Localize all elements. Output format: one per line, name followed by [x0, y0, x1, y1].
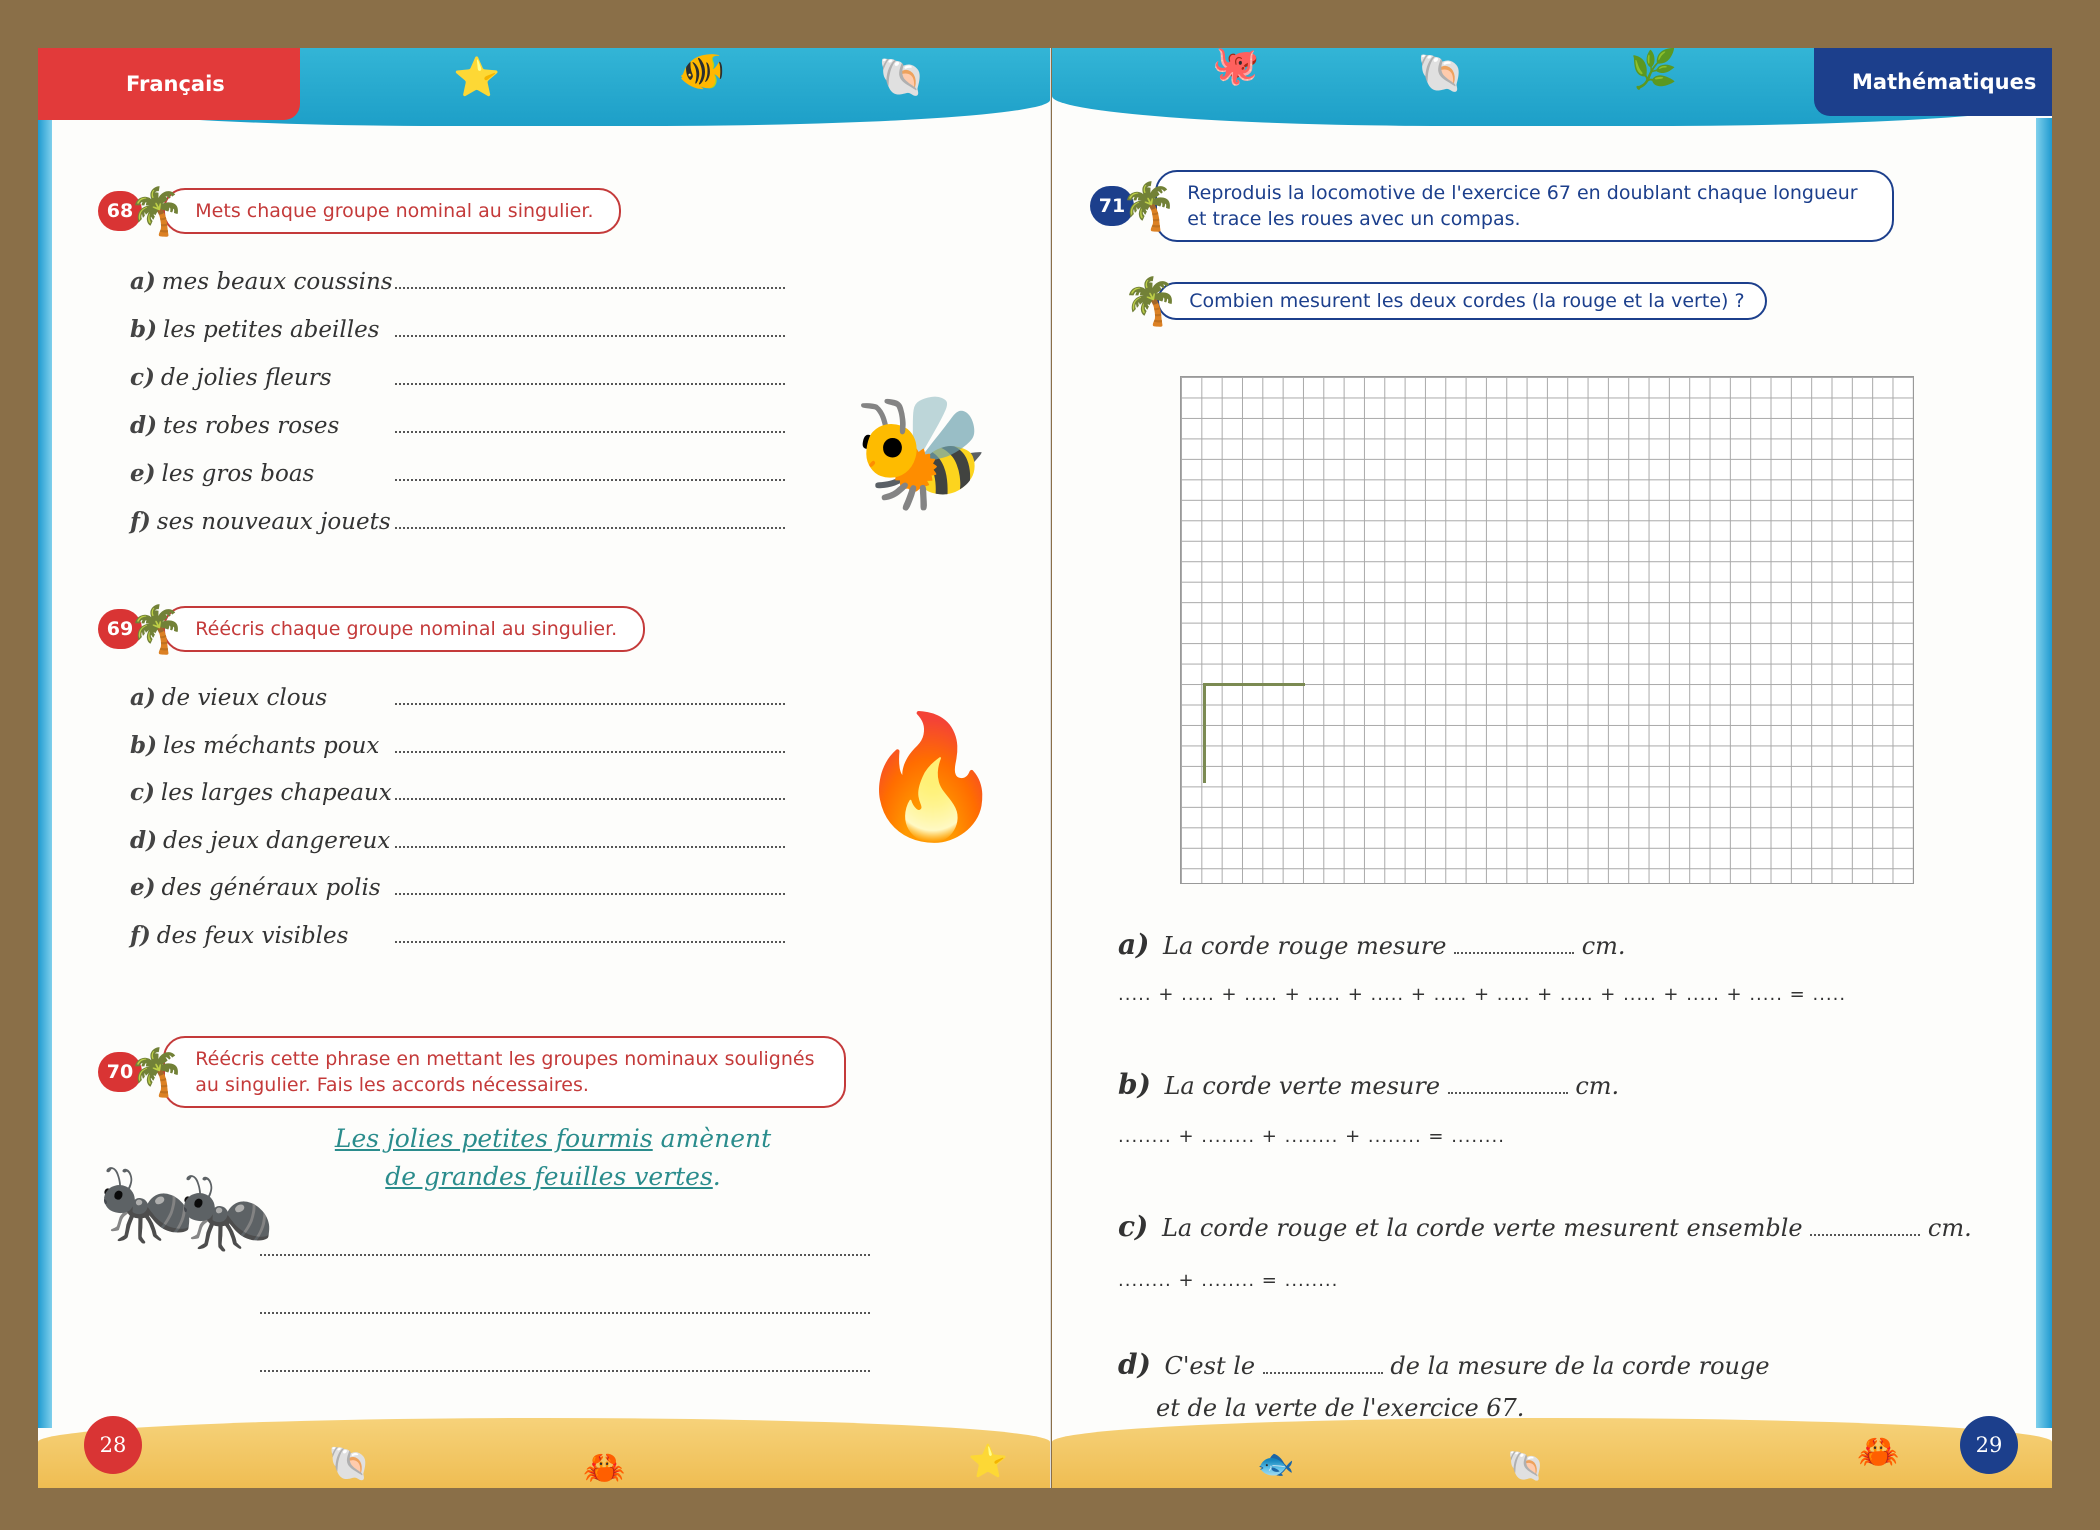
- calc-line-b[interactable]: ........ + ........ + ........ + ........ = ........: [1118, 1126, 1505, 1147]
- subject-tab-mathematiques: Mathématiques: [1814, 48, 2052, 116]
- sand-banner: [38, 1418, 1050, 1488]
- list-item: [130, 316, 785, 343]
- exercise-instruction: [163, 1036, 846, 1108]
- list-item: [130, 779, 785, 806]
- question-text: La corde rouge mesure: [1163, 932, 1447, 960]
- answer-blank[interactable]: [1263, 1372, 1383, 1374]
- question-d-continued: et de la verte de l'exercice 67.: [1156, 1394, 1525, 1422]
- item-text: [130, 268, 395, 295]
- exercise-number: 70: [98, 1052, 142, 1092]
- question-letter: a): [1118, 928, 1150, 961]
- answer-line[interactable]: [395, 685, 785, 705]
- ant-icon: 🐜: [178, 1167, 276, 1255]
- item-letter: d): [130, 826, 157, 854]
- seaweed-icon: 🌿: [1630, 49, 1678, 91]
- shell-icon: 🐚: [1417, 53, 1465, 95]
- palm-tree-icon: 🌴: [1122, 275, 1180, 327]
- list-item: [130, 412, 785, 439]
- item-phrase: tes robes roses: [162, 413, 340, 439]
- fish-icon: 🐟: [1257, 1448, 1295, 1481]
- item-letter: d): [130, 412, 157, 439]
- list-item: [130, 827, 785, 854]
- page-number: 29: [1960, 1416, 2018, 1474]
- subject-tab-francais: Français: [38, 48, 300, 120]
- list-item: [130, 364, 785, 391]
- item-phrase: des généraux polis: [161, 875, 381, 901]
- list-item: [130, 922, 785, 949]
- exercise-number: 69: [98, 609, 142, 649]
- calc-line-a[interactable]: ..... + ..... + ..... + ..... + ..... + ..... + ..... + ..... + ..... + ..... + ..... = .....: [1118, 984, 1847, 1005]
- item-letter: e): [130, 460, 156, 487]
- item-letter: f): [130, 921, 151, 949]
- sentence-verb: amènent: [652, 1124, 772, 1153]
- instruction-line-1: Réécris cette phrase en mettant les groupes nominaux soulignés: [195, 1048, 815, 1070]
- unit: cm.: [1581, 932, 1626, 960]
- item-text: [130, 827, 395, 854]
- item-phrase: de jolies fleurs: [160, 365, 332, 391]
- item-letter: b): [130, 316, 157, 343]
- answer-line[interactable]: [395, 365, 785, 385]
- crab-icon: 🦀: [583, 1449, 626, 1487]
- item-text: [130, 732, 395, 759]
- instruction-line-1: Reproduis la locomotive de l'exercice 67 en doublant chaque longueur: [1187, 182, 1858, 204]
- crab-icon: 🦀: [1857, 1433, 1900, 1471]
- question-letter: d): [1118, 1348, 1151, 1381]
- answer-line[interactable]: [395, 413, 785, 433]
- sentence-to-rewrite: [293, 1120, 813, 1196]
- shell-icon: 🐚: [328, 1445, 371, 1483]
- exercise-70-header: [98, 1036, 846, 1108]
- item-text: [130, 364, 395, 391]
- underlined-group-1: Les jolies petites fourmis: [334, 1124, 653, 1153]
- question-text: de la mesure de la corde rouge: [1390, 1352, 1770, 1380]
- item-phrase: ses nouveaux jouets: [156, 509, 391, 535]
- question-c: [1118, 1210, 1972, 1243]
- exercise-69-header: [98, 603, 645, 655]
- item-letter: e): [130, 874, 156, 901]
- list-item: [130, 874, 785, 901]
- answer-line[interactable]: [395, 875, 785, 895]
- ant-icon: 🐜: [98, 1159, 196, 1247]
- list-item: [130, 684, 785, 711]
- list-item: [130, 508, 785, 535]
- item-text: [130, 316, 395, 343]
- palm-tree-icon: 🌴: [128, 603, 186, 655]
- fish-icon: 🐠: [678, 51, 726, 93]
- palm-tree-icon: 🌴: [128, 1046, 186, 1098]
- question-d: [1118, 1348, 1770, 1381]
- drawn-line-vertical: [1203, 683, 1206, 783]
- bee-icon: 🐝: [853, 391, 990, 514]
- item-phrase: des feux visibles: [156, 922, 349, 949]
- instruction-line-2: et trace les roues avec un compas.: [1187, 208, 1521, 230]
- palm-tree-icon: 🌴: [128, 185, 186, 237]
- answer-line[interactable]: [395, 923, 785, 943]
- page-edge-stripe: [2036, 118, 2052, 1428]
- answer-line[interactable]: [260, 1368, 870, 1372]
- sand-banner: [1052, 1418, 2052, 1488]
- item-text: [130, 922, 395, 949]
- answer-line[interactable]: [260, 1252, 870, 1256]
- octopus-icon: 🐙: [1212, 48, 1260, 87]
- calc-line-c[interactable]: ........ + ........ = ........: [1118, 1270, 1339, 1291]
- item-text: [130, 684, 395, 711]
- item-phrase: les larges chapeaux: [160, 780, 392, 806]
- exercise-number: 71: [1090, 186, 1134, 226]
- unit: cm.: [1927, 1214, 1972, 1242]
- list-item: [130, 732, 785, 759]
- item-phrase: les gros boas: [161, 461, 315, 487]
- item-phrase: de vieux clous: [161, 685, 328, 711]
- answer-line[interactable]: [395, 509, 785, 529]
- item-text: [130, 779, 395, 806]
- exercise-71-header: [1090, 170, 1894, 242]
- item-text: [130, 460, 395, 487]
- starfish-icon: ⭐: [453, 57, 501, 99]
- answer-blank[interactable]: [1810, 1234, 1920, 1236]
- item-phrase: des jeux dangereux: [162, 827, 391, 854]
- item-letter: b): [130, 731, 157, 759]
- exercise-instruction: Mets chaque groupe nominal au singulier.: [163, 188, 621, 234]
- item-letter: a): [130, 268, 156, 295]
- unit: cm.: [1575, 1072, 1620, 1100]
- answer-blank[interactable]: [1454, 952, 1574, 954]
- list-item: [130, 268, 785, 295]
- answer-line[interactable]: [395, 828, 785, 848]
- question-text: La corde verte mesure: [1164, 1072, 1441, 1100]
- square-grid[interactable]: [1180, 376, 1914, 884]
- exercise-68-header: [98, 185, 621, 237]
- exercise-instruction: Réécris chaque groupe nominal au singulier.: [163, 606, 645, 652]
- right-page: [1052, 48, 2052, 1488]
- item-text: [130, 412, 395, 439]
- question-instruction: Combien mesurent les deux cordes (la rouge et la verte) ?: [1157, 282, 1766, 320]
- answer-line[interactable]: [395, 269, 785, 289]
- underlined-group-2: de grandes feuilles vertes: [385, 1162, 713, 1191]
- list-item: [130, 460, 785, 487]
- item-phrase: les méchants poux: [162, 732, 380, 759]
- palm-tree-icon: 🌴: [1120, 180, 1178, 232]
- answer-line[interactable]: [395, 780, 785, 800]
- instruction-line-2: au singulier. Fais les accords nécessaires.: [195, 1074, 589, 1096]
- starfish-icon: ⭐: [968, 1443, 1008, 1479]
- fire-icon: 🔥: [856, 710, 1006, 844]
- shell-icon: 🐚: [1507, 1450, 1545, 1483]
- answer-line[interactable]: [395, 461, 785, 481]
- question-text: C'est le: [1164, 1352, 1256, 1380]
- exercise-number: 68: [98, 191, 142, 231]
- item-letter: a): [130, 684, 156, 711]
- question-header: [1122, 275, 1767, 327]
- question-letter: c): [1118, 1210, 1149, 1243]
- page-edge-stripe: [38, 118, 52, 1428]
- item-letter: c): [130, 364, 155, 391]
- page-number: 28: [84, 1416, 142, 1474]
- exercise-instruction: [1155, 170, 1893, 242]
- item-phrase: mes beaux coussins: [161, 269, 393, 295]
- question-letter: b): [1118, 1068, 1151, 1101]
- item-letter: f): [130, 508, 151, 535]
- item-text: [130, 508, 395, 535]
- item-phrase: les petites abeilles: [162, 317, 380, 343]
- shell-icon: 🐚: [878, 57, 926, 99]
- answer-line[interactable]: [260, 1310, 870, 1314]
- sentence-period: .: [712, 1162, 721, 1191]
- question-b: [1118, 1068, 1619, 1101]
- question-a: [1118, 928, 1626, 961]
- drawn-line-horizontal: [1203, 683, 1305, 686]
- left-page: [38, 48, 1051, 1488]
- answer-line[interactable]: [395, 317, 785, 337]
- answer-line[interactable]: [395, 733, 785, 753]
- item-letter: c): [130, 779, 155, 806]
- item-text: [130, 874, 395, 901]
- question-text: La corde rouge et la corde verte mesurent ensemble: [1161, 1214, 1803, 1242]
- answer-blank[interactable]: [1448, 1092, 1568, 1094]
